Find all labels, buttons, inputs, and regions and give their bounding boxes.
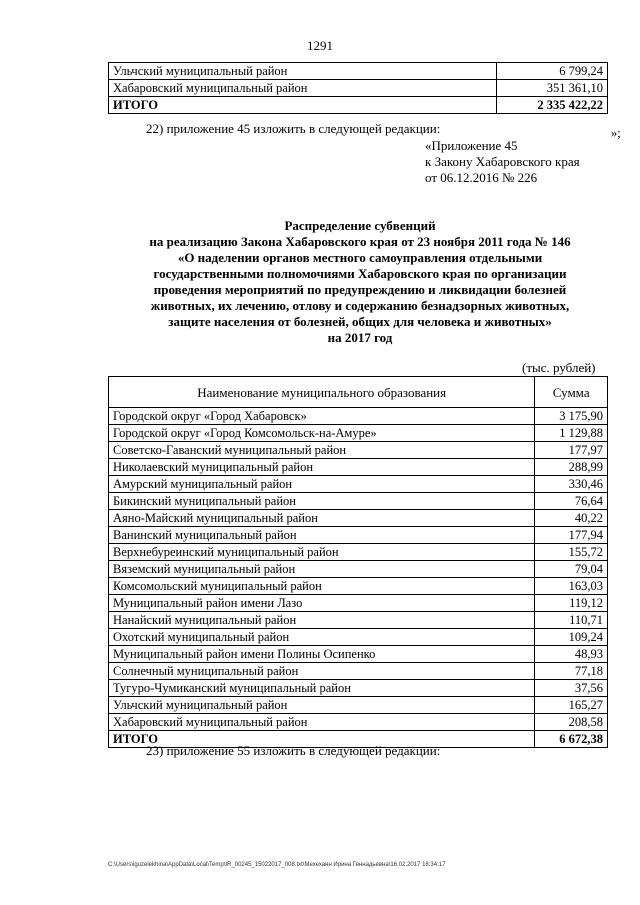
row-value: 288,99: [535, 459, 608, 476]
row-name: Вяземский муниципальный район: [109, 561, 535, 578]
appendix-line: от 06.12.2016 № 226: [425, 170, 538, 185]
total-label: ИТОГО: [109, 97, 497, 114]
row-name: Ульчский муниципальный район: [109, 63, 497, 80]
footer-file-path: C:\Users\iguzelekhina\AppData\Local\Temp\IR_00245_15022017_008.txt\Мехеханн Ирина Геннадьевна\16.02.2017 16:34:17: [108, 862, 446, 868]
total-label: ИТОГО: [109, 731, 535, 748]
row-value: 119,12: [535, 595, 608, 612]
paragraph-22: 22) приложение 45 изложить в следующей редакции:: [146, 121, 441, 136]
closing-quote-mark: »;: [611, 126, 621, 140]
row-value: 208,58: [535, 714, 608, 731]
appendix-header: [425, 138, 580, 186]
row-name: Тугуро-Чумиканский муниципальный район: [109, 680, 535, 697]
row-value: 155,72: [535, 544, 608, 561]
table-row: [109, 493, 608, 510]
row-name: Муниципальный район имени Полины Осипенко: [109, 646, 535, 663]
total-row: [109, 97, 608, 114]
heading-line: на 2017 год: [327, 330, 393, 345]
row-value: 351 361,10: [496, 80, 607, 97]
row-value: 1 129,88: [535, 425, 608, 442]
row-name: Охотский муниципальный район: [109, 629, 535, 646]
table-row: [109, 527, 608, 544]
row-value: 330,46: [535, 476, 608, 493]
total-value: 6 672,38: [535, 731, 608, 748]
row-name: Муниципальный район имени Лазо: [109, 595, 535, 612]
row-value: 77,18: [535, 663, 608, 680]
heading-line: Распределение субвенций: [284, 218, 436, 233]
table-row: [109, 459, 608, 476]
table-row: [109, 697, 608, 714]
table-row: [109, 408, 608, 425]
row-name: Верхнебуреинский муниципальный район: [109, 544, 535, 561]
table-row: [109, 663, 608, 680]
row-name: Советско-Гаванский муниципальный район: [109, 442, 535, 459]
row-value: 48,93: [535, 646, 608, 663]
table-row: [109, 80, 608, 97]
row-value: 110,71: [535, 612, 608, 629]
heading-line: животных, их лечению, отлову и содержанию безнадзорных животных,: [150, 298, 570, 313]
row-name: Ванинский муниципальный район: [109, 527, 535, 544]
row-name: Аяно-Майский муниципальный район: [109, 510, 535, 527]
row-value: 177,94: [535, 527, 608, 544]
column-header-value: Сумма: [535, 377, 608, 408]
row-name: Николаевский муниципальный район: [109, 459, 535, 476]
table-row: [109, 714, 608, 731]
row-name: Городской округ «Город Хабаровск»: [109, 408, 535, 425]
table-row: [109, 63, 608, 80]
row-name: Солнечный муниципальный район: [109, 663, 535, 680]
table-row: [109, 646, 608, 663]
row-value: 165,27: [535, 697, 608, 714]
row-value: 40,22: [535, 510, 608, 527]
page-number: 1291: [307, 38, 333, 53]
table-row: [109, 612, 608, 629]
row-value: 79,04: [535, 561, 608, 578]
table-row: [109, 578, 608, 595]
row-value: 76,64: [535, 493, 608, 510]
row-value: 3 175,90: [535, 408, 608, 425]
table-row: [109, 476, 608, 493]
heading-line: «О наделении органов местного самоуправления отдельными: [177, 250, 543, 265]
units-label: (тыс. рублей): [522, 360, 596, 375]
row-value: 109,24: [535, 629, 608, 646]
paragraph-23: 23) приложение 55 изложить в следующей редакции:: [146, 743, 441, 758]
table-row: [109, 510, 608, 527]
heading-line: государственными полномочиями Хабаровского края по организации: [153, 266, 567, 281]
appendix-line: «Приложение 45: [425, 138, 518, 153]
table-row: [109, 442, 608, 459]
appendix-line: к Закону Хабаровского края: [425, 154, 580, 169]
row-name: Комсомольский муниципальный район: [109, 578, 535, 595]
column-header-name: Наименование муниципального образования: [109, 377, 535, 408]
heading-line: проведения мероприятий по предупреждению и ликвидации болезней: [153, 282, 567, 297]
row-name: Городской округ «Город Комсомольск-на-Амуре»: [109, 425, 535, 442]
row-name: Бикинский муниципальный район: [109, 493, 535, 510]
heading-line: на реализацию Закона Хабаровского края от 23 ноября 2011 года № 146: [149, 234, 571, 249]
document-heading: [100, 218, 620, 346]
table-row: [109, 595, 608, 612]
total-value: 2 335 422,22: [496, 97, 607, 114]
row-value: 6 799,24: [496, 63, 607, 80]
table-row: [109, 561, 608, 578]
row-value: 163,03: [535, 578, 608, 595]
table-row: [109, 629, 608, 646]
row-value: 177,97: [535, 442, 608, 459]
table-row: [109, 680, 608, 697]
row-name: Хабаровский муниципальный район: [109, 714, 535, 731]
heading-line: защите населения от болезней, общих для человека и животных»: [168, 314, 552, 329]
row-name: Хабаровский муниципальный район: [109, 80, 497, 97]
row-name: Амурский муниципальный район: [109, 476, 535, 493]
table-row: [109, 425, 608, 442]
row-name: Нанайский муниципальный район: [109, 612, 535, 629]
top-table: [108, 62, 608, 114]
table-header-row: [109, 377, 608, 408]
table-row: [109, 544, 608, 561]
row-name: Ульчский муниципальный район: [109, 697, 535, 714]
subventions-table: [108, 376, 608, 748]
row-value: 37,56: [535, 680, 608, 697]
